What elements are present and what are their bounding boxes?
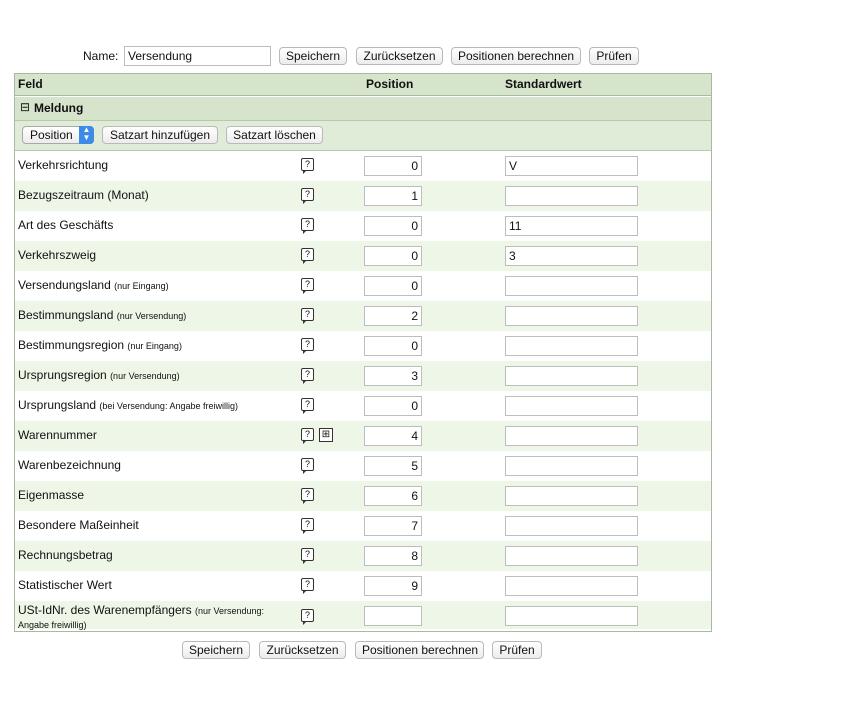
position-input[interactable] [364,456,422,476]
default-value-input[interactable] [505,276,638,296]
table-row [15,151,711,181]
position-input[interactable] [364,516,422,536]
check-button[interactable]: Prüfen [589,47,639,65]
section-toolbar [15,121,711,151]
help-icon[interactable]: ? [301,338,314,351]
field-label-text: Versendungsland [18,278,111,292]
column-header-standardwert: Standardwert [505,77,582,91]
default-value-input[interactable] [505,486,638,506]
save-button-bottom[interactable]: Speichern [182,641,250,659]
field-label-text: Verkehrsrichtung [18,158,109,172]
help-icon[interactable]: ? [301,398,314,411]
help-icon[interactable]: ? [301,278,314,291]
check-button-bottom[interactable]: Prüfen [492,641,542,659]
field-label-text: Warennummer [18,428,97,442]
field-label [18,218,113,232]
table-row [15,211,711,241]
field-label [18,188,149,202]
record-type-select[interactable] [22,126,94,144]
help-icon[interactable]: ? [301,578,314,591]
help-icon[interactable]: ? [301,308,314,321]
help-icon[interactable]: ? [301,428,314,441]
add-record-type-button[interactable]: Satzart hinzufügen [102,126,218,144]
table-row [15,481,711,511]
section-title: Meldung [34,101,84,115]
help-icon[interactable]: ? [301,158,314,171]
name-label: Name: [83,49,119,63]
table-row [15,361,711,391]
help-icon[interactable]: ? [301,188,314,201]
field-label [18,488,84,502]
field-label-text: Bestimmungsregion [18,338,125,352]
help-icon[interactable]: ? [301,248,314,261]
field-label [18,278,169,292]
field-label [18,518,139,532]
position-input[interactable] [364,576,422,596]
table-row [15,301,711,331]
field-label-text: Eigenmasse [18,488,85,502]
table-row [15,571,711,601]
column-header-position: Position [366,77,414,91]
default-value-input[interactable] [505,186,638,206]
position-input[interactable] [364,366,422,386]
field-hint: (bei Versendung: Angabe freiwillig) [99,401,238,411]
table-row [15,511,711,541]
field-label [18,548,113,562]
field-label-text: Verkehrszweig [18,248,97,262]
fields-table [14,73,712,632]
help-icon[interactable]: ? [301,458,314,471]
position-input[interactable] [364,216,422,236]
field-label-text: Art des Geschäfts [18,218,114,232]
field-label [18,604,288,632]
field-label-text: USt-IdNr. des Warenempfängers [18,603,192,617]
calculate-positions-button-bottom[interactable]: Positionen berechnen [355,641,484,659]
section-meldung [15,97,711,121]
table-row [15,331,711,361]
position-input[interactable] [364,306,422,326]
column-header-feld: Feld [18,77,43,91]
delete-record-type-button[interactable]: Satzart löschen [226,126,323,144]
save-button[interactable]: Speichern [279,47,347,65]
help-icon[interactable]: ? [301,488,314,501]
help-icon[interactable]: ? [301,548,314,561]
table-row [15,421,711,451]
field-hint: (nur Eingang) [114,281,169,291]
help-icon[interactable]: ? [301,218,314,231]
table-row [15,451,711,481]
field-label [18,158,108,172]
default-value-input[interactable] [505,606,638,626]
field-label-text: Statistischer Wert [18,578,112,592]
record-type-select-value: Position [30,128,73,142]
default-value-input[interactable] [505,336,638,356]
field-label-text: Rechnungsbetrag [18,548,113,562]
table-row [15,391,711,421]
field-label [18,248,96,262]
field-hint: (nur Versendung) [110,371,180,381]
default-value-input[interactable] [505,216,638,236]
position-input[interactable] [364,486,422,506]
position-input[interactable] [364,426,422,446]
field-label-text: Besondere Maßeinheit [18,518,139,532]
default-value-input[interactable] [505,156,638,176]
field-label [18,338,182,352]
calculate-positions-button[interactable]: Positionen berechnen [451,47,581,65]
default-value-input[interactable] [505,576,638,596]
position-input[interactable] [364,246,422,266]
position-input[interactable] [364,336,422,356]
field-label-text: Ursprungsland [18,398,97,412]
field-label [18,308,186,322]
field-label-text: Bezugszeitraum (Monat) [18,188,149,202]
table-row [15,541,711,571]
reset-button-bottom[interactable]: Zurücksetzen [259,641,346,659]
field-hint: (nur Eingang) [127,341,182,351]
help-icon[interactable]: ? [301,368,314,381]
default-value-input[interactable] [505,426,638,446]
default-value-input[interactable] [505,306,638,326]
default-value-input[interactable] [505,366,638,386]
default-value-input[interactable] [505,516,638,536]
table-row [15,601,711,629]
default-value-input[interactable] [505,546,638,566]
field-label-text: Ursprungsregion [18,368,107,382]
table-row [15,271,711,301]
table-header [15,74,711,96]
field-label [18,458,121,472]
field-hint: (nur Versendung: Angabe freiwillig) [18,606,265,630]
field-label [18,368,180,382]
select-arrows-icon: ▲ ▼ [79,126,94,144]
field-label-text: Warenbezeichnung [18,458,121,472]
collapse-icon[interactable]: ⊟ [20,100,31,114]
help-icon[interactable]: ? [301,609,314,622]
default-value-input[interactable] [505,456,638,476]
default-value-input[interactable] [505,246,638,266]
table-row [15,241,711,271]
field-label [18,398,238,412]
help-icon[interactable]: ? [301,518,314,531]
position-input[interactable] [364,546,422,566]
position-input[interactable] [364,606,422,626]
position-input[interactable] [364,186,422,206]
position-input[interactable] [364,276,422,296]
default-value-input[interactable] [505,396,638,416]
position-input[interactable] [364,396,422,416]
field-hint: (nur Versendung) [116,311,187,321]
field-label [18,578,112,592]
table-row [15,181,711,211]
field-label-text: Bestimmungsland [18,308,114,322]
field-label [18,428,97,442]
lookup-grid-icon[interactable]: ⊞ [319,428,333,442]
reset-button[interactable]: Zurücksetzen [356,47,443,65]
name-input[interactable] [124,46,271,66]
position-input[interactable] [364,156,422,176]
